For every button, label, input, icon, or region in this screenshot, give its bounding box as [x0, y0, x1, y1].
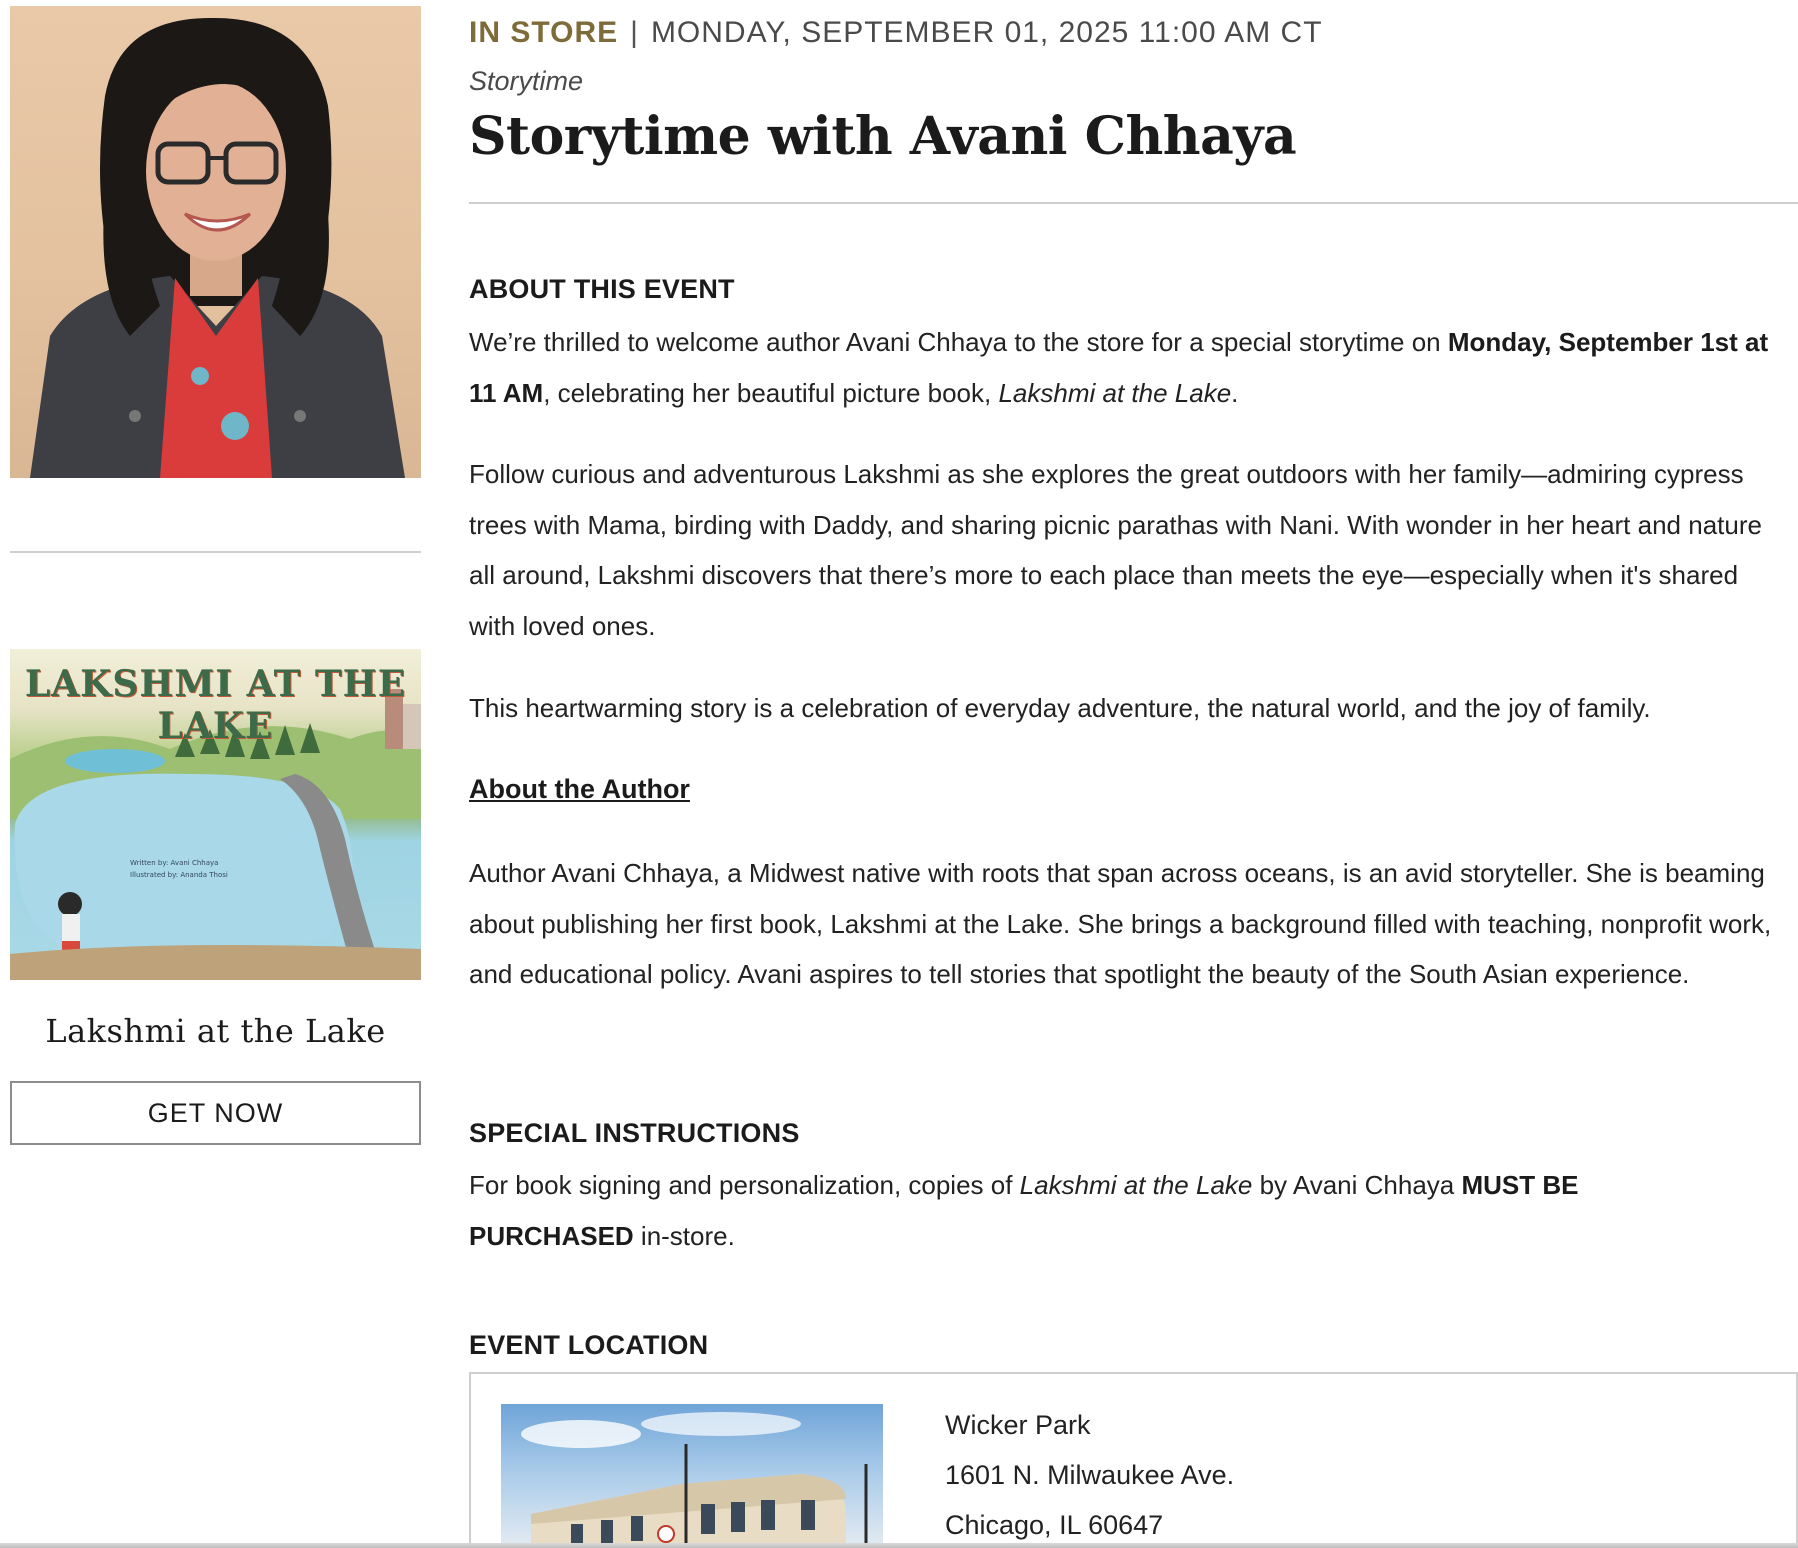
book-cover-written-by: Written by: Avani Chhaya — [130, 859, 219, 867]
store-building-illustration — [501, 1404, 883, 1548]
bottom-scroll-edge — [0, 1543, 1798, 1548]
book-cover-credit — [130, 857, 228, 881]
book-cover-title: LAKSHMI AT THE LAKE — [24, 663, 407, 747]
special-instructions-text — [469, 1160, 1649, 1261]
instructions-text-c: in-store. — [633, 1220, 735, 1251]
about-p1-date: Monday, September 1st at 11 AM — [469, 327, 1769, 408]
about-author-link[interactable]: About the Author — [469, 774, 690, 804]
about-p1-text-a: We’re thrilled to welcome author Avani Chhaya to the store for a special storytime on — [469, 327, 1448, 357]
instructions-text-b: by Avani Chhaya — [1252, 1170, 1462, 1200]
book-title[interactable]: Lakshmi at the Lake — [45, 1012, 386, 1050]
left-divider — [10, 551, 421, 553]
instructions-must-be-purchased: MUST BE PURCHASED — [469, 1170, 1579, 1251]
instructions-text-a: For book signing and personalization, copies of — [469, 1170, 1020, 1200]
instructions-book-title: Lakshmi at the Lake — [1019, 1170, 1253, 1200]
event-meta — [469, 16, 1323, 50]
meta-separator: | — [630, 16, 639, 49]
location-name: Wicker Park — [945, 1410, 1091, 1440]
get-now-button[interactable]: GET NOW — [10, 1081, 421, 1145]
about-paragraph-2: Follow curious and adventurous Lakshmi as she explores the great outdoors with her family—admiring cypress trees with Mama, birding with Daddy, and sharing picnic parathas with Nani. With wonder in her heart and nature all around, Lakshmi discovers that there’s more to each place than meets the eye—especially when it's shared with loved ones. — [469, 459, 1762, 641]
left-column — [10, 6, 421, 1128]
event-datetime: MONDAY, SEPTEMBER 01, 2025 11:00 AM CT — [650, 16, 1323, 49]
location-street: 1601 N. Milwaukee Ave. — [945, 1460, 1235, 1490]
author-portrait-illustration — [10, 6, 421, 478]
special-instructions-heading: SPECIAL INSTRUCTIONS — [469, 1118, 800, 1148]
about-paragraph-1 — [469, 317, 1789, 418]
book-cover-image[interactable] — [10, 649, 421, 980]
location-city: Chicago, IL 60647 — [945, 1510, 1164, 1540]
about-p1-text-b: , celebrating her beautiful picture book, — [543, 377, 999, 408]
about-p1-text-c: . — [1231, 377, 1239, 408]
about-event-heading: ABOUT THIS EVENT — [469, 274, 735, 304]
store-photo — [501, 1404, 883, 1548]
about-p1-book-title: Lakshmi at the Lake — [998, 377, 1232, 408]
location-card — [469, 1372, 1798, 1548]
book-cover-illustrated-by: Illustrated by: Ananda Thosi — [130, 871, 228, 879]
about-paragraph-3: This heartwarming story is a celebration of everyday adventure, the natural world, and the joy of family. — [469, 693, 1651, 723]
page-title: Storytime with Avani Chhaya — [469, 106, 1297, 167]
event-category[interactable]: Storytime — [469, 66, 584, 96]
about-author-paragraph: Author Avani Chhaya, a Midwest native with roots that span across oceans, is an avid storyteller. She is beaming about publishing her first book, Lakshmi at the Lake. She brings a background filled with teaching, nonprofit work, and educational policy. Avani aspires to tell stories that spotlight the beauty of the South Asian experience. — [469, 858, 1772, 989]
event-type-label: IN STORE — [469, 16, 619, 49]
event-location-heading: EVENT LOCATION — [469, 1330, 709, 1360]
author-photo — [10, 6, 421, 478]
title-divider — [469, 202, 1798, 204]
